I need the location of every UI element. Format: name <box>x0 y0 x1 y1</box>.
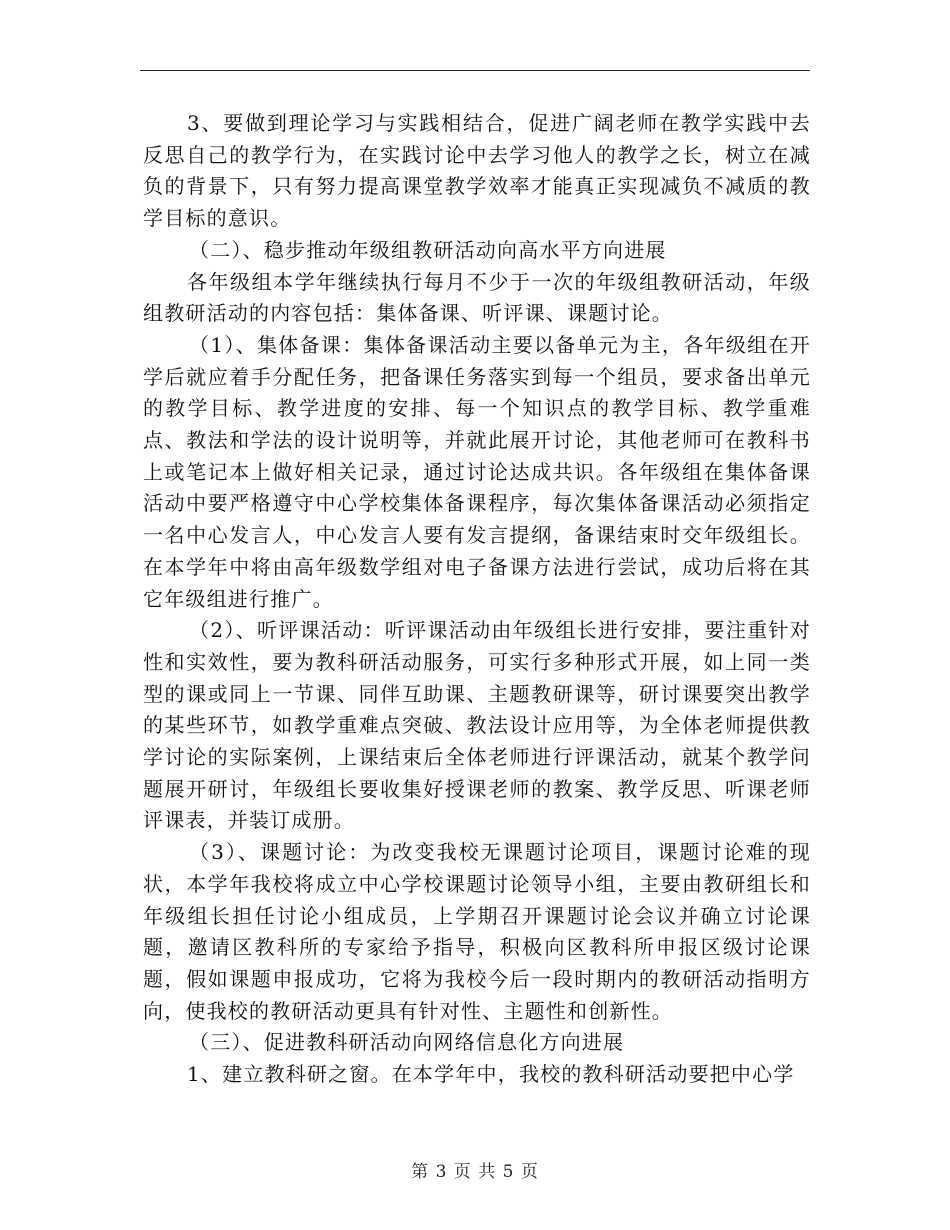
paragraph-research-window: 1、建立教科研之窗。在本学年中，我校的教科研活动要把中心学 <box>187 1062 795 1087</box>
paragraph-collective-lesson-prep: （1）、集体备课：集体备课活动主要以备单元为主，各年级组在开学后就应着手分配任务，把备课任务落实到每一个组员，要求备出单元的教学目标、教学进度的安排、每一个知识点的教学目标、教学重难点、教法和学法的设计说明等，并就此展开讨论，其他老师可在教科书上或笔记本上做好相关记录，通过讨论达成共识。各年级组在集体备课活动中要严格遵守中心学校集体备课程序，每次集体备课活动必须指定一名中心发言人，中心发言人要有发言提纲，备课结束时交年级组长。在本学年中将由高年级数学组对电子备课方法进行尝试，成功后将在其它年级组进行推广。 <box>143 332 811 611</box>
paragraph-lesson-observation: （2）、听评课活动：听评课活动由年级组长进行安排，要注重针对性和实效性，要为教科研活动服务，可实行多种形式开展，如上同一类型的课或同上一节课、同伴互助课、主题教研课等，研讨课要突出教学的某些环节，如教学重难点突破、教法设计应用等，为全体老师提供教学讨论的实际案例，上课结束后全体老师进行评课活动，就某个教学问题展开研讨，年级组长要收集好授课老师的教案、教学反思、听课老师评课表，并装订成册。 <box>143 618 811 833</box>
paragraph-grade-group-activities: 各年级组本学年继续执行每月不少于一次的年级组教研活动，年级组教研活动的内容包括：集体备课、听评课、课题讨论。 <box>143 269 811 326</box>
page-number-footer: 第 3 页 共 5 页 <box>411 1162 539 1182</box>
header-rule <box>140 70 810 71</box>
section-heading-network: （三）、促进教科研活动向网络信息化方向进展 <box>189 1030 625 1055</box>
document-body <box>143 108 811 1091</box>
paragraph-theory-practice: 3、要做到理论学习与实践相结合，促进广阔老师在教学实践中去反思自己的教学行为，在实践讨论中去学习他人的教学之长，树立在减负的背景下，只有努力提高课堂教学效率才能真正实现减负不减质的教学目标的意识。 <box>143 111 811 231</box>
paragraph-research-topics: （3）、课题讨论：为改变我校无课题讨论项目，课题讨论难的现状，本学年我校将成立中心学校课题讨论领导小组，主要由教研组长和年级组长担任讨论小组成员，上学期召开课题讨论会议并确立讨论课题，邀请区教科所的专家给予指导，积极向区教科所申报区级讨论课题，假如课题申报成功，它将为我校今后一段时期内的教研活动指明方向，使我校的教研活动更具有针对性、主题性和创新性。 <box>143 840 811 1023</box>
section-heading-grade-group: （二）、稳步推动年级组教研活动向高水平方向进展 <box>189 237 667 262</box>
